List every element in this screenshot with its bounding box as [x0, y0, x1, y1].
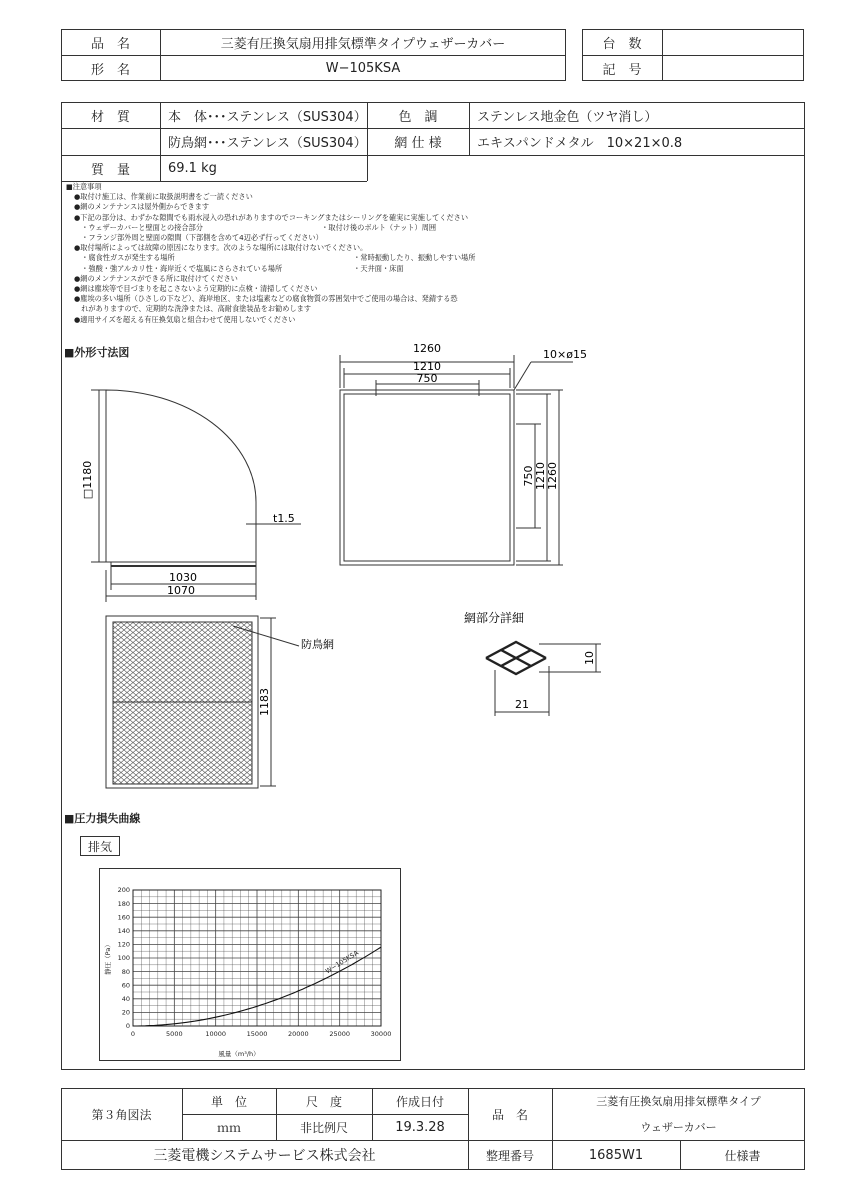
net-label: 防鳥網	[301, 638, 334, 651]
dim-front-h1: 750	[522, 465, 535, 487]
product-label: 品 名	[491, 1107, 528, 1122]
doc-no-label: 整理番号	[485, 1148, 534, 1163]
product-name-label: 品 名	[90, 36, 130, 52]
product-line1: 三菱有圧換気扇用排気標準タイプ	[596, 1095, 761, 1108]
note-line: ・ウェザーカバーと壁面との接合部分	[74, 222, 203, 232]
dim-front-h2: 1210	[534, 462, 547, 490]
dim-side-t: t1.5	[273, 512, 295, 525]
note-line: ・天井面・床面	[346, 263, 404, 273]
note-line: ●下記の部分は、わずかな隙間でも雨水浸入の恐れがありますのでコーキングまたはシーリングを確実に実施してください	[74, 212, 469, 222]
x-tick-label: 30000	[370, 1030, 392, 1038]
pressure-section-title: ■圧力損失曲線	[64, 812, 141, 825]
y-tick-label: 180	[117, 899, 130, 908]
scale-label: 尺 度	[305, 1094, 342, 1109]
dim-front-w3: 750	[416, 372, 438, 385]
mass-value: 69.1 kg	[168, 160, 217, 176]
x-tick-label: 20000	[287, 1030, 309, 1038]
x-axis-label: 風量（m³/h）	[218, 1050, 260, 1058]
outline-section-title: ■外形寸法図	[64, 346, 130, 359]
projection-method: 第３角図法	[91, 1107, 152, 1122]
units-label: 台 数	[602, 36, 642, 52]
material-net: 防鳥網･･･ステンレス（SUS304）	[168, 136, 367, 151]
note-line: ●適用サイズを超える有圧換気扇と組合わせて使用しないでください	[74, 314, 296, 324]
note-line: ・常時振動したり、振動しやすい場所	[346, 253, 476, 263]
y-tick-label: 140	[117, 927, 130, 935]
units-value	[662, 29, 804, 55]
y-tick-label: 60	[121, 981, 130, 990]
doc-type: 仕様書	[724, 1148, 761, 1163]
date-value: 19.3.28	[395, 1119, 445, 1135]
front-view-outline	[340, 390, 514, 565]
side-view-outline	[106, 390, 256, 562]
exhaust-label: 排気	[80, 836, 120, 856]
color-value: ステンレス地金色（ツヤ消し）	[477, 109, 658, 125]
note-line: ・腐食性ガスが発生する場所	[74, 253, 175, 263]
note-line: ●網のメンテナンスができる所に取付けてください	[74, 273, 238, 283]
y-tick-label: 120	[117, 940, 130, 949]
y-tick-label: 0	[125, 1022, 130, 1031]
pressure-loss-chart	[99, 868, 401, 1061]
dim-mesh-h: 10	[583, 651, 596, 665]
note-line: ●網は塵埃等で目づまりを起こさないよう定期的に点検・清掃してください	[74, 283, 318, 293]
net-spec-value: エキスパンドメタル 10×21×0.8	[477, 136, 683, 151]
mark-label: 記 号	[602, 62, 642, 78]
dim-front-w2: 1210	[413, 360, 441, 373]
unit-label: 単 位	[210, 1094, 247, 1109]
outline-drawing	[61, 340, 805, 820]
x-tick-label: 25000	[329, 1030, 351, 1038]
note-line: ・フランジ部外周と壁面の隙間（下部側を含めて4辺必ず行ってください）	[74, 233, 323, 242]
model-value: W−105KSA	[325, 60, 401, 76]
mesh-detail	[486, 642, 546, 674]
y-tick-label: 80	[121, 967, 130, 976]
series-label: W−105KSA	[324, 948, 360, 976]
dim-front-h3: 1260	[546, 462, 559, 490]
y-tick-label: 20	[121, 1008, 130, 1017]
scale-value: 非比例尺	[299, 1120, 348, 1135]
dim-side-height: □1180	[81, 460, 94, 500]
dim-front-w1: 1260	[413, 342, 441, 355]
note-line: ●取付場所によっては故障の原因になります。次のような場所には取付けないでください。	[74, 243, 368, 253]
product-line2: ウェザーカバー	[640, 1121, 717, 1134]
dim-holes: 10×ø15	[543, 348, 587, 361]
note-line: ・強酸・強アルカリ性・海岸近くで塩風にさらされている場所	[74, 263, 283, 273]
notes-title: ■注意事項	[66, 182, 102, 191]
caution-notes	[66, 182, 476, 325]
x-tick-label: 15000	[246, 1030, 268, 1038]
note-line: ●塵埃の多い場所（ひさしの下など）、海岸地区、または塩素などの腐食物質の雰囲気中でご使用の場合は、発錆する恐	[74, 294, 458, 304]
doc-no-value: 1685W1	[588, 1147, 644, 1163]
net-spec-label: 網 仕 様	[394, 136, 442, 151]
mesh-detail-title: 網部分詳細	[463, 611, 525, 625]
dim-mesh-w: 21	[515, 698, 529, 711]
product-name-value: 三菱有圧換気扇用排気標準タイプウェザーカバー	[220, 36, 506, 52]
note-line: ●網のメンテナンスは屋外側からできます	[74, 202, 210, 212]
unit-value: ｍｍ	[216, 1120, 241, 1135]
y-axis-label: 静圧（Pa）	[104, 941, 112, 975]
mark-value	[662, 55, 804, 81]
company-name: 三菱電機システムサービス株式会社	[153, 1148, 376, 1164]
y-tick-label: 40	[121, 995, 130, 1003]
note-line: ・取付け後のボルト（ナット）周囲	[314, 222, 437, 232]
dim-net-h: 1183	[258, 688, 271, 716]
mass-label: 質 量	[90, 162, 130, 178]
x-tick-label: 5000	[166, 1030, 183, 1038]
y-tick-label: 160	[117, 913, 130, 922]
material-label: 材 質	[90, 109, 130, 125]
dim-side-w2: 1070	[167, 584, 195, 597]
note-line: ●取付け施工は、作業前に取扱説明書をご一読ください	[74, 192, 253, 202]
dim-side-w1: 1030	[169, 571, 197, 584]
note-line: れがありますので、定期的な洗浄または、高耐食塗装品をお勧めします	[74, 304, 312, 314]
material-body: 本 体･･･ステンレス（SUS304）	[168, 109, 367, 125]
y-tick-label: 200	[117, 886, 130, 895]
y-tick-label: 100	[117, 954, 130, 963]
date-label: 作成日付	[395, 1094, 444, 1109]
x-tick-label: 10000	[205, 1030, 227, 1038]
model-label: 形 名	[90, 62, 130, 78]
x-tick-label: 0	[130, 1030, 136, 1038]
color-label: 色 調	[398, 109, 438, 125]
